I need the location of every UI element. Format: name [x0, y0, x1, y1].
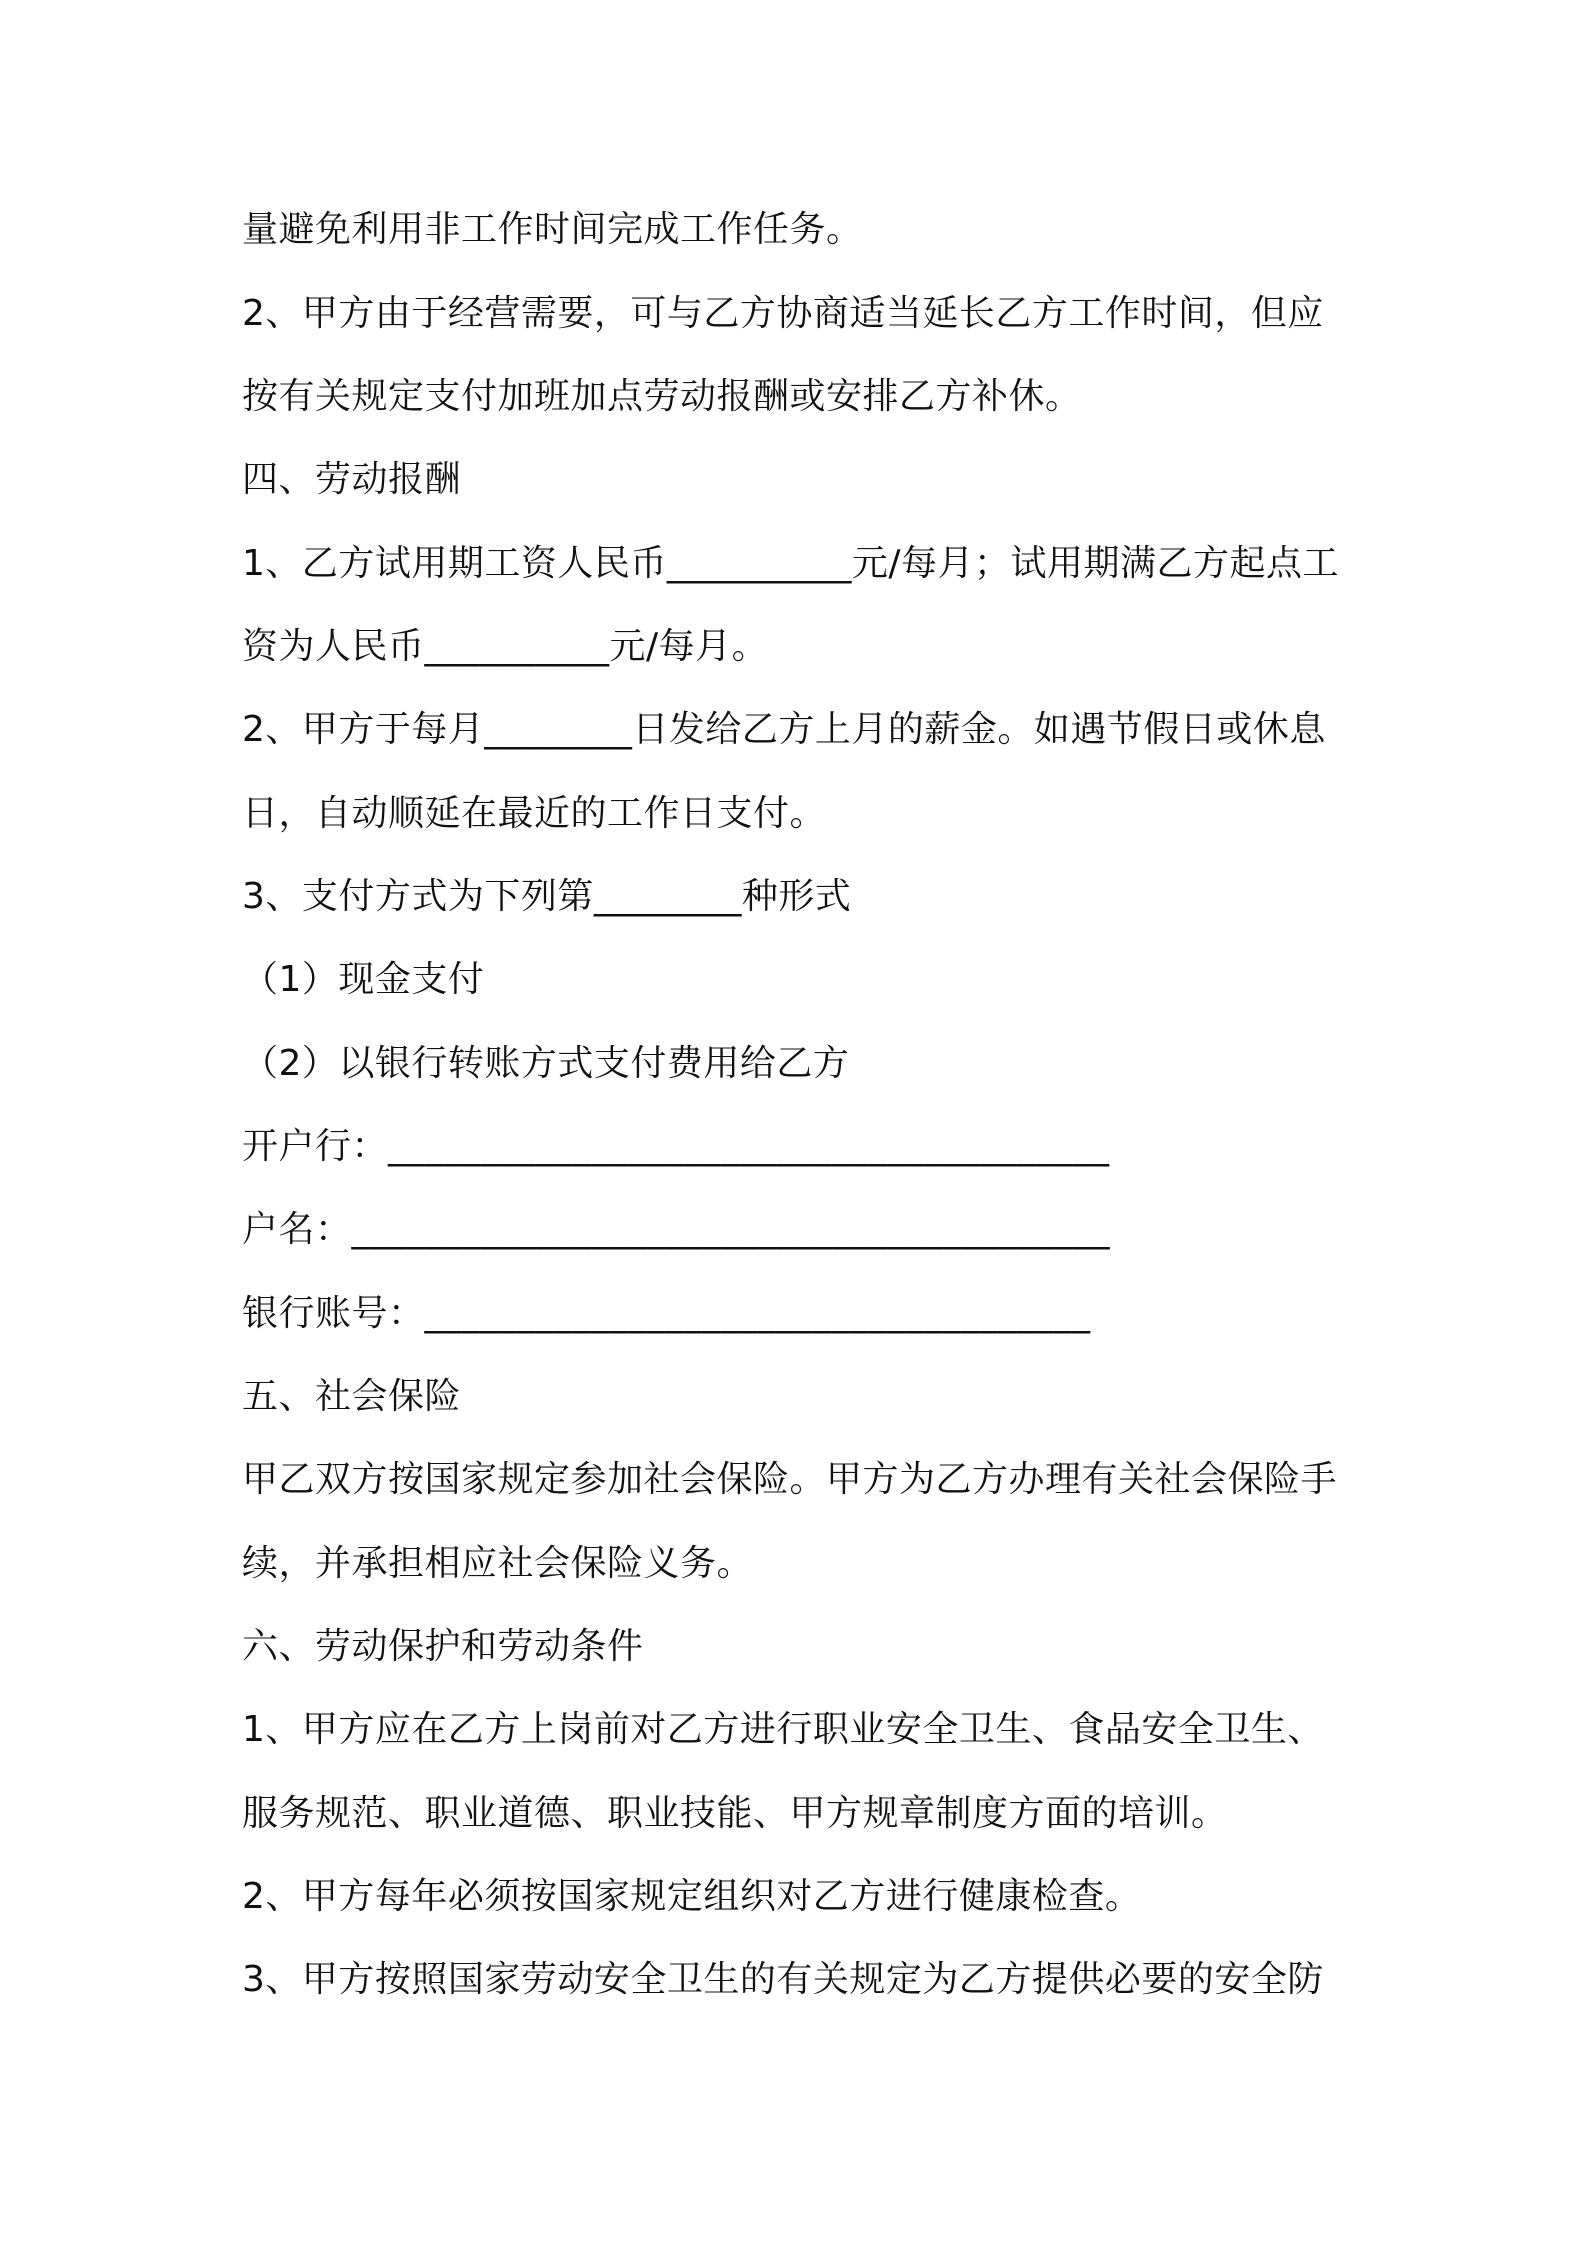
list-item: （2）以银行转账方式支付费用给乙方	[242, 1043, 850, 1084]
text-line: 按有关规定支付加班加点劳动报酬或安排乙方补休。	[242, 376, 1082, 417]
section-heading: 五、社会保险	[242, 1376, 462, 1417]
section-heading: 六、劳动保护和劳动条件	[242, 1626, 644, 1667]
text-line: 日，自动顺延在最近的工作日支付。	[242, 793, 827, 834]
text-line: 2、甲方于每月________日发给乙方上月的薪金。如遇节假日或休息	[242, 709, 1326, 750]
account-name-field: 户名：_________________________________________	[242, 1209, 1111, 1250]
text-line: 资为人民币__________元/每月。	[242, 626, 769, 667]
bank-field: 开户行：_______________________________________	[242, 1126, 1110, 1167]
text-line: 甲乙双方按国家规定参加社会保险。甲方为乙方办理有关社会保险手	[242, 1459, 1338, 1500]
text-line: 2、甲方由于经营需要，可与乙方协商适当延长乙方工作时间，但应	[242, 293, 1324, 334]
text-line: 服务规范、职业道德、职业技能、甲方规章制度方面的培训。	[242, 1793, 1228, 1834]
account-number-field: 银行账号：____________________________________	[242, 1293, 1091, 1334]
text-line: 2、甲方每年必须按国家规定组织对乙方进行健康检查。	[242, 1876, 1142, 1917]
text-line: 1、乙方试用期工资人民币__________元/每月；试用期满乙方起点工	[242, 543, 1340, 584]
list-item: （1）现金支付	[242, 959, 485, 1000]
text-line: 续，并承担相应社会保险义务。	[242, 1543, 754, 1584]
text-line: 3、甲方按照国家劳动安全卫生的有关规定为乙方提供必要的安全防	[242, 1959, 1324, 2000]
text-line: 量避免利用非工作时间完成工作任务。	[242, 209, 863, 250]
section-heading: 四、劳动报酬	[242, 459, 462, 500]
text-line: 3、支付方式为下列第________种形式	[242, 876, 852, 917]
text-line: 1、甲方应在乙方上岗前对乙方进行职业安全卫生、食品安全卫生、	[242, 1709, 1324, 1750]
